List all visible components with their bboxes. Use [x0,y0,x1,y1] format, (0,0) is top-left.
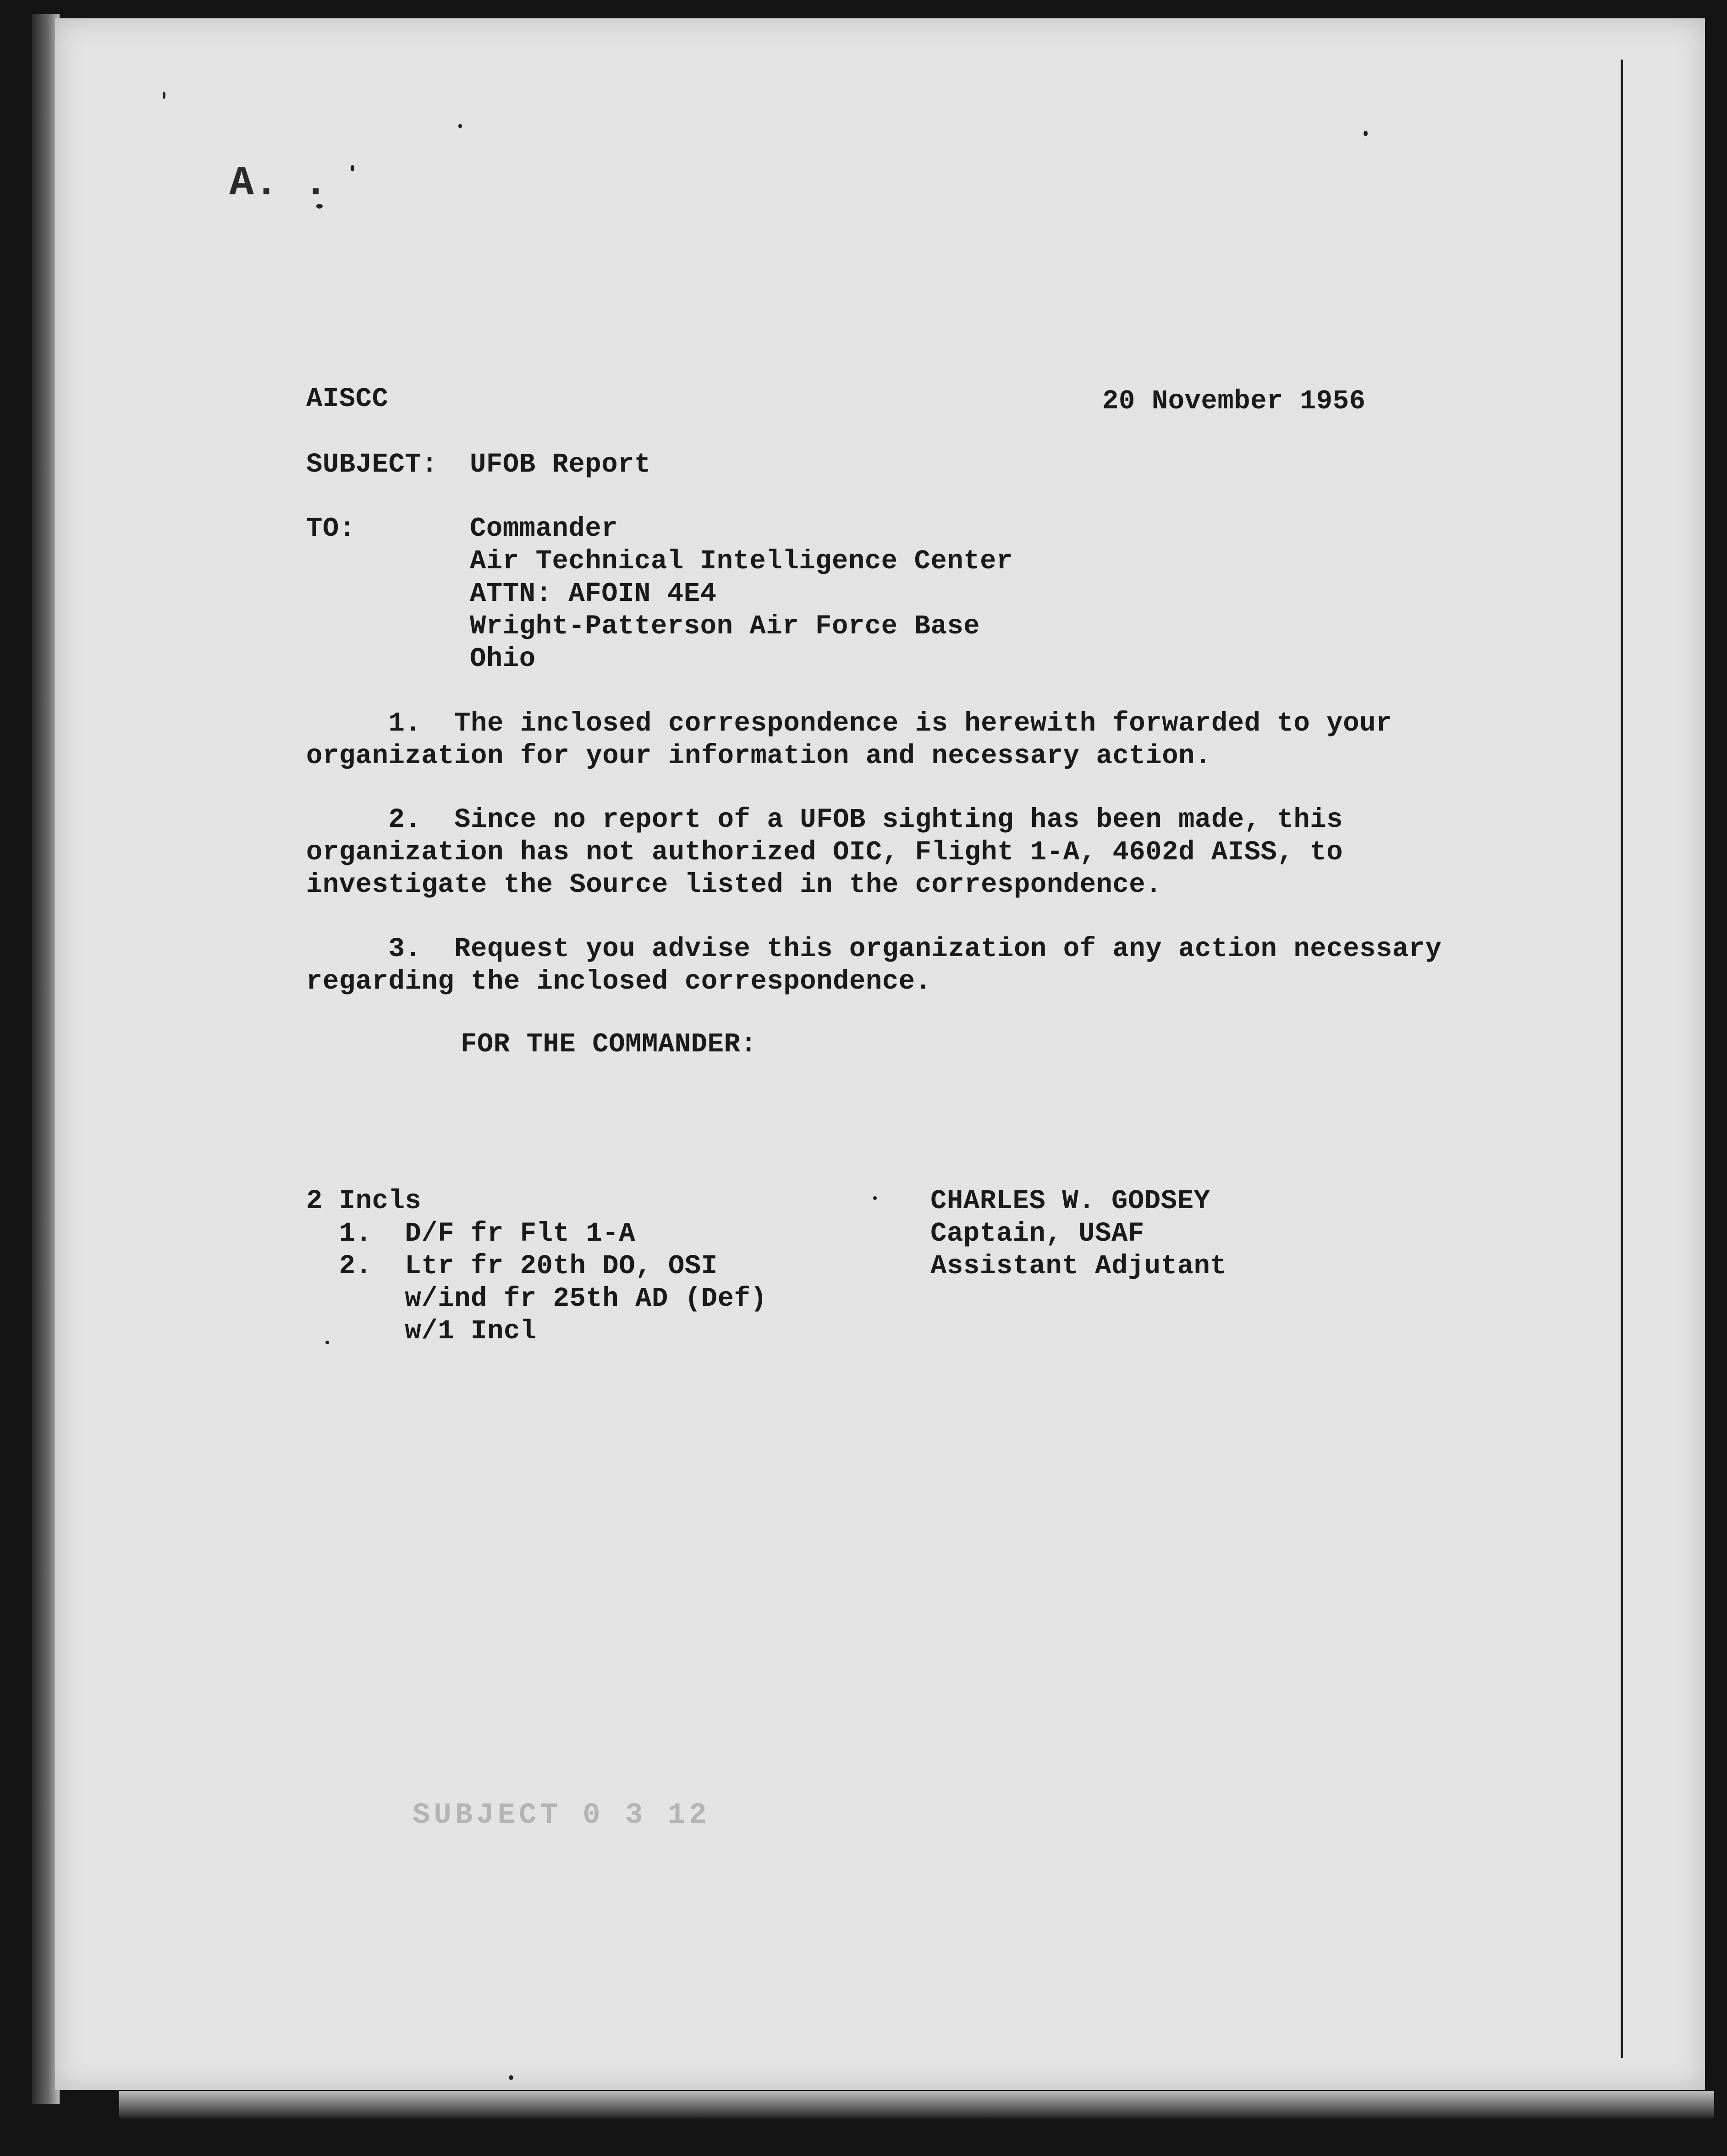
paragraph-line: 2. Since no report of a UFOB sighting has been made, this [306,804,1343,835]
address-line: ATTN: AFOIN 4E4 [470,578,717,609]
signer-rank: Captain, USAF [930,1218,1144,1249]
address-line: Commander [470,513,618,544]
paragraph-line: organization for your information and necessary action. [306,741,1211,771]
scan-speck [163,92,165,99]
inclosures-heading: 2 Incls [306,1186,422,1216]
inclosure-item: w/1 Incl [306,1316,537,1347]
scan-speck [1364,131,1368,136]
subject-text: UFOB Report [470,449,651,480]
paper-bottom-edge [119,2091,1714,2118]
inclosure-item: 2. Ltr fr 20th DO, OSI [306,1251,718,1282]
corner-handwriting-mark: A. . [229,160,329,207]
paragraph-line: investigate the Source listed in the correspondence. [306,869,1162,900]
signer-title: Assistant Adjutant [930,1251,1227,1282]
inclosures-list [306,1185,767,1348]
paragraph-line: 3. Request you advise this organization of any action necessary [306,934,1442,964]
signature-block [930,1185,1226,1282]
paragraph-line: 1. The inclosed correspondence is herewith forwarded to your [306,708,1392,739]
paragraph-2 [306,803,1343,901]
scan-speck [351,165,354,171]
document-date: 20 November 1956 [1102,386,1366,417]
to-label: TO: [306,513,356,544]
inclosure-item: w/ind fr 25th AD (Def) [306,1283,767,1314]
recipient-address [470,512,1013,675]
document-page [55,18,1705,2090]
office-symbol: AISCC [306,384,389,414]
closing-line: FOR THE COMMANDER: [461,1029,757,1060]
paragraph-line: organization has not authorized OIC, Flight 1-A, 4602d AISS, to [306,837,1343,868]
paragraph-line: regarding the inclosed correspondence. [306,966,932,997]
paragraph-1 [306,707,1392,772]
scan-speck [509,2075,513,2080]
scan-speck [873,1196,877,1200]
address-line: Air Technical Intelligence Center [470,546,1013,577]
address-line: Ohio [470,644,536,674]
address-line: Wright-Patterson Air Force Base [470,611,980,642]
faint-received-stamp: SUBJECT 0 3 12 [412,1799,710,1832]
subject-label: SUBJECT: [306,449,438,480]
inclosure-item: 1. D/F fr Flt 1-A [306,1218,636,1249]
paragraph-3 [306,933,1442,998]
scan-speck [458,124,462,128]
signer-name: CHARLES W. GODSEY [930,1186,1210,1216]
right-margin-line [1621,60,1623,2058]
